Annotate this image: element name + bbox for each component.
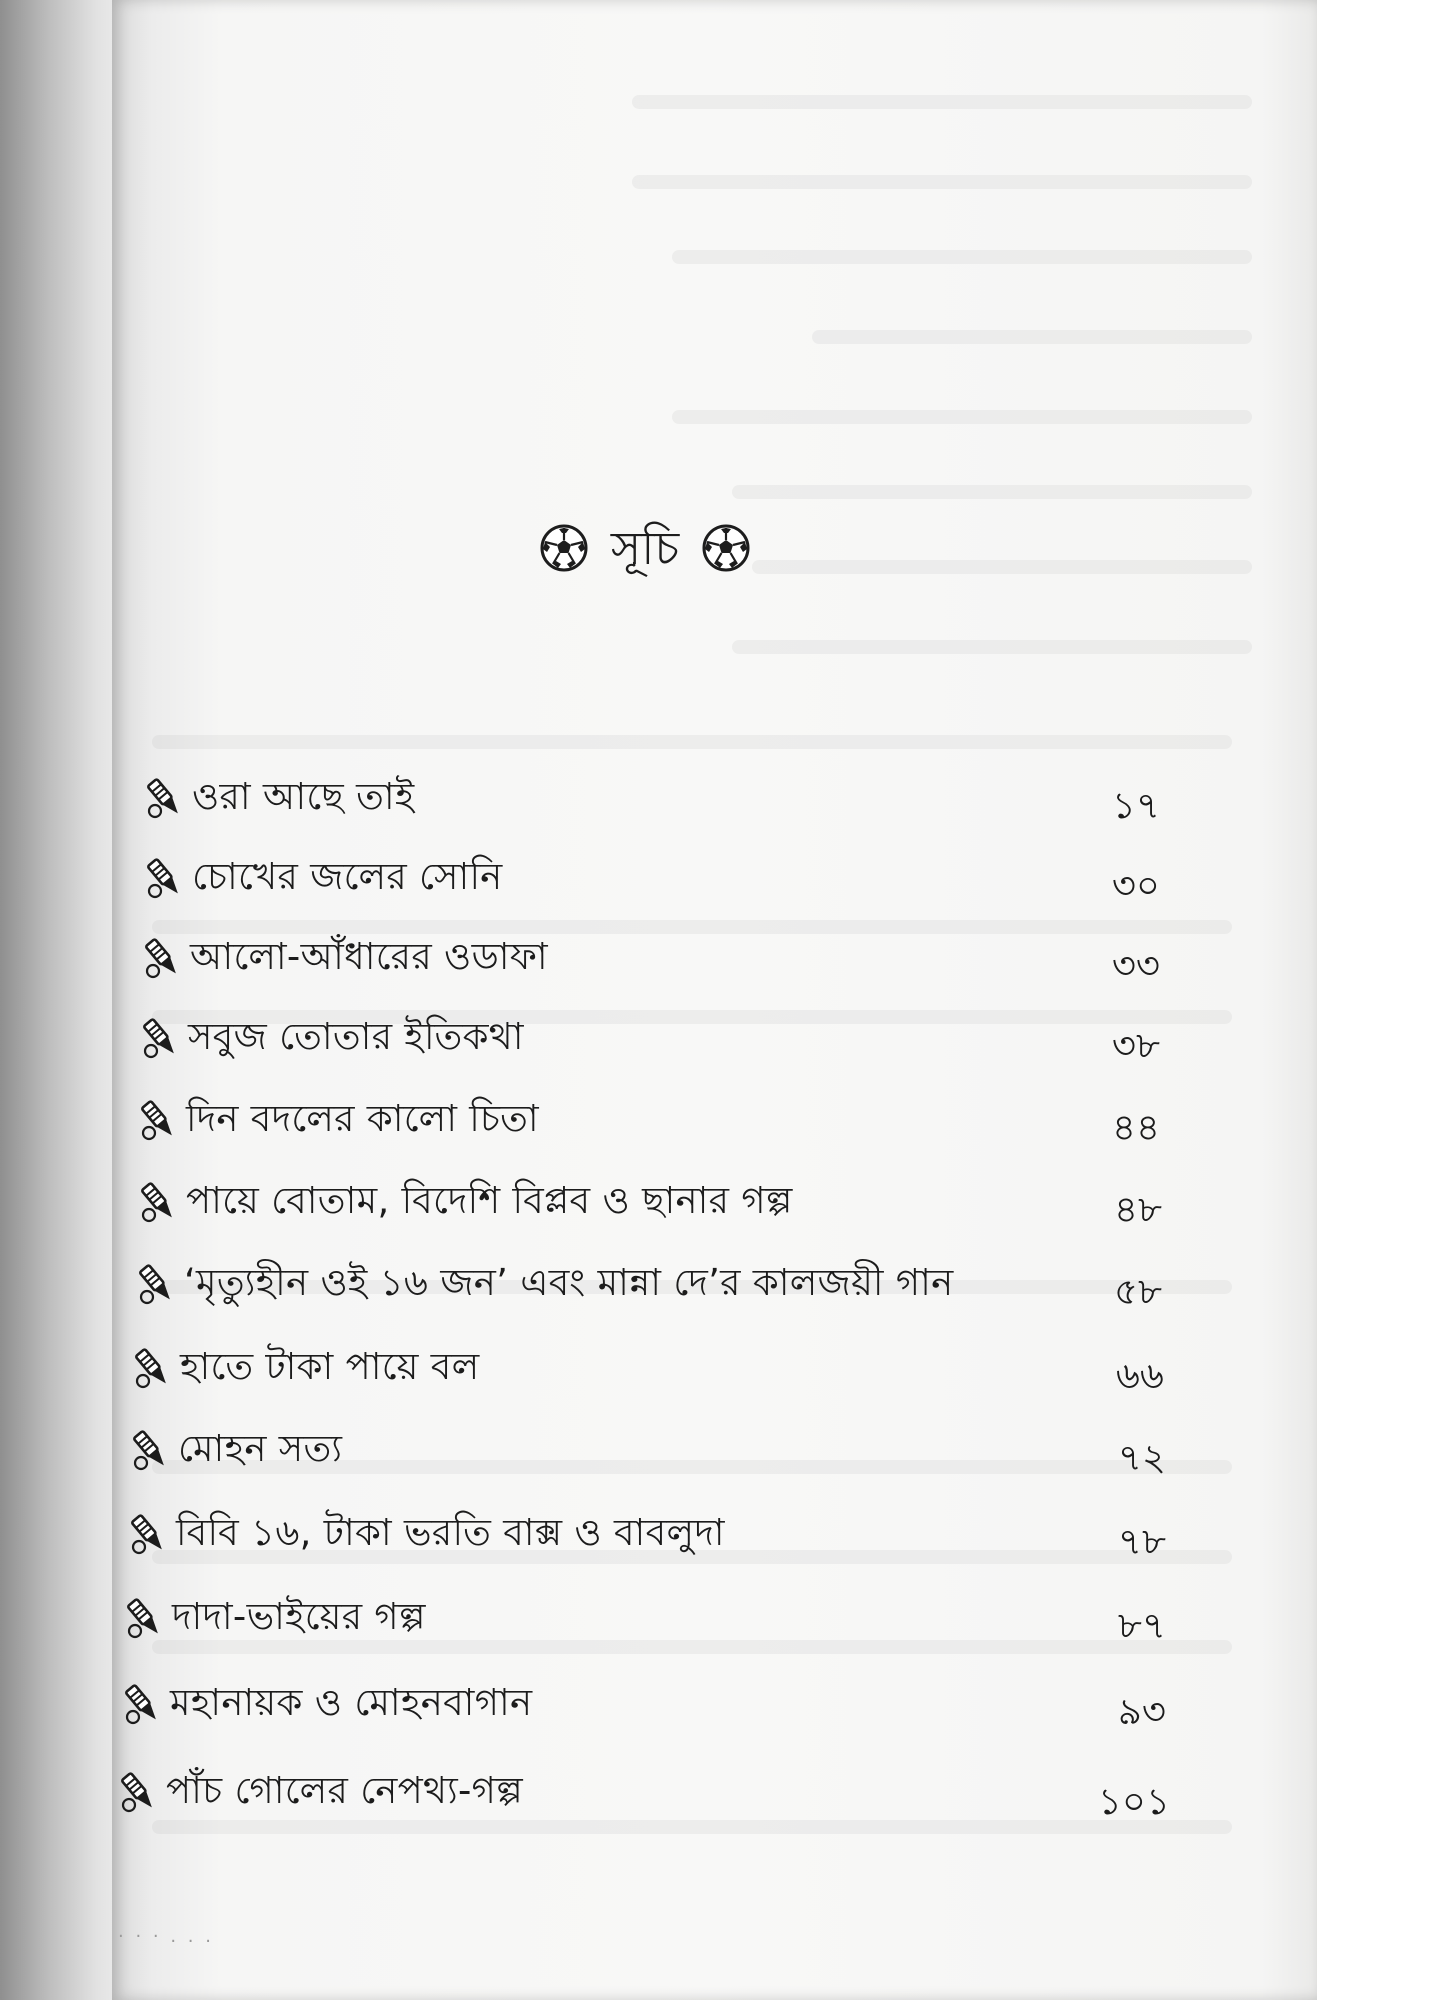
- toc-entry-title: সবুজ তোতার ইতিকথা: [188, 1014, 524, 1058]
- toc-entry: [142, 848, 503, 908]
- toc-entry: [128, 1420, 342, 1480]
- toc-entry-title: দাদা-ভাইয়ের গল্প: [172, 1594, 426, 1638]
- scan-margin: [1317, 0, 1429, 2000]
- toc-entry-title: আলো-আঁধারের ওডাফা: [190, 934, 548, 978]
- toc-entry-title: পাঁচ গোলের নেপথ্য-গল্প: [166, 1768, 523, 1812]
- toc-entry-title: বিবি ১৬, টাকা ভরতি বাক্স ও বাবলুদা: [176, 1510, 725, 1554]
- toc-entry-title: চোখের জলের সোনি: [192, 854, 503, 898]
- pen-nib-icon: [136, 1097, 182, 1143]
- toc-entry-page: ১০১: [1097, 1780, 1170, 1823]
- soccer-ball-icon: [539, 523, 589, 573]
- toc-entry: [138, 1008, 524, 1068]
- pen-nib-icon: [126, 1511, 172, 1557]
- toc-entry-title: মহানায়ক ও মোহনবাগান: [170, 1680, 533, 1724]
- pen-nib-icon: [122, 1595, 168, 1641]
- toc-entry: [136, 1090, 539, 1150]
- soccer-ball-icon: [701, 523, 751, 573]
- toc-entry-page: ৮৭: [1117, 1604, 1166, 1647]
- toc-entry-page: ৭৮: [1117, 1520, 1166, 1563]
- pen-nib-icon: [116, 1769, 162, 1815]
- toc-entry: [134, 1254, 953, 1314]
- pen-nib-icon: [142, 855, 188, 901]
- toc-entry-title: ‘মৃত্যুহীন ওই ১৬ জন’ এবং মান্না দে’র কালজয়ী গান: [184, 1260, 954, 1304]
- pen-nib-icon: [134, 1261, 180, 1307]
- toc-entry: [122, 1588, 426, 1648]
- pen-nib-icon: [138, 1015, 184, 1061]
- contents-heading: [530, 508, 760, 588]
- toc-entry-title: ওরা আছে তাই: [192, 774, 415, 818]
- pen-nib-icon: [142, 775, 188, 821]
- toc-entry-page: ৩৩: [1111, 944, 1160, 987]
- page-title: সূচি: [610, 521, 680, 575]
- pen-nib-icon: [136, 1179, 182, 1225]
- toc-entry-title: হাতে টাকা পায়ে বল: [180, 1344, 480, 1388]
- pen-nib-icon: [128, 1427, 174, 1473]
- toc-entry-page: ৩০: [1111, 864, 1160, 907]
- toc-entry-page: ১৭: [1111, 784, 1160, 827]
- toc-entry: [136, 1172, 793, 1232]
- pen-nib-icon: [120, 1681, 166, 1727]
- toc-entry: [142, 768, 414, 828]
- toc-entry-page: ৫৮: [1113, 1270, 1162, 1313]
- toc-entry-page: ৭২: [1117, 1436, 1166, 1479]
- toc-entry-page: ৬৬: [1115, 1354, 1164, 1397]
- toc-entry: [140, 928, 548, 988]
- pen-nib-icon: [130, 1345, 176, 1391]
- toc-entry: [120, 1674, 532, 1734]
- toc-entry-title: পায়ে বোতাম, বিদেশি বিপ্লব ও ছানার গল্প: [186, 1178, 793, 1222]
- toc-entry-page: ৯৩: [1117, 1690, 1166, 1733]
- toc-entry: [126, 1504, 725, 1564]
- toc-entry-title: দিন বদলের কালো চিতা: [186, 1096, 539, 1140]
- toc-entry: [130, 1338, 480, 1398]
- pen-nib-icon: [140, 935, 186, 981]
- toc-entry-page: ৪৮: [1113, 1188, 1162, 1231]
- toc-entry-page: ৩৮: [1111, 1024, 1160, 1067]
- toc-entry-title: মোহন সত্য: [178, 1426, 343, 1470]
- toc-entry-page: ৪৪: [1111, 1106, 1160, 1149]
- toc-entry: [116, 1762, 523, 1822]
- scan-specks: · · · . . .: [118, 1926, 214, 1947]
